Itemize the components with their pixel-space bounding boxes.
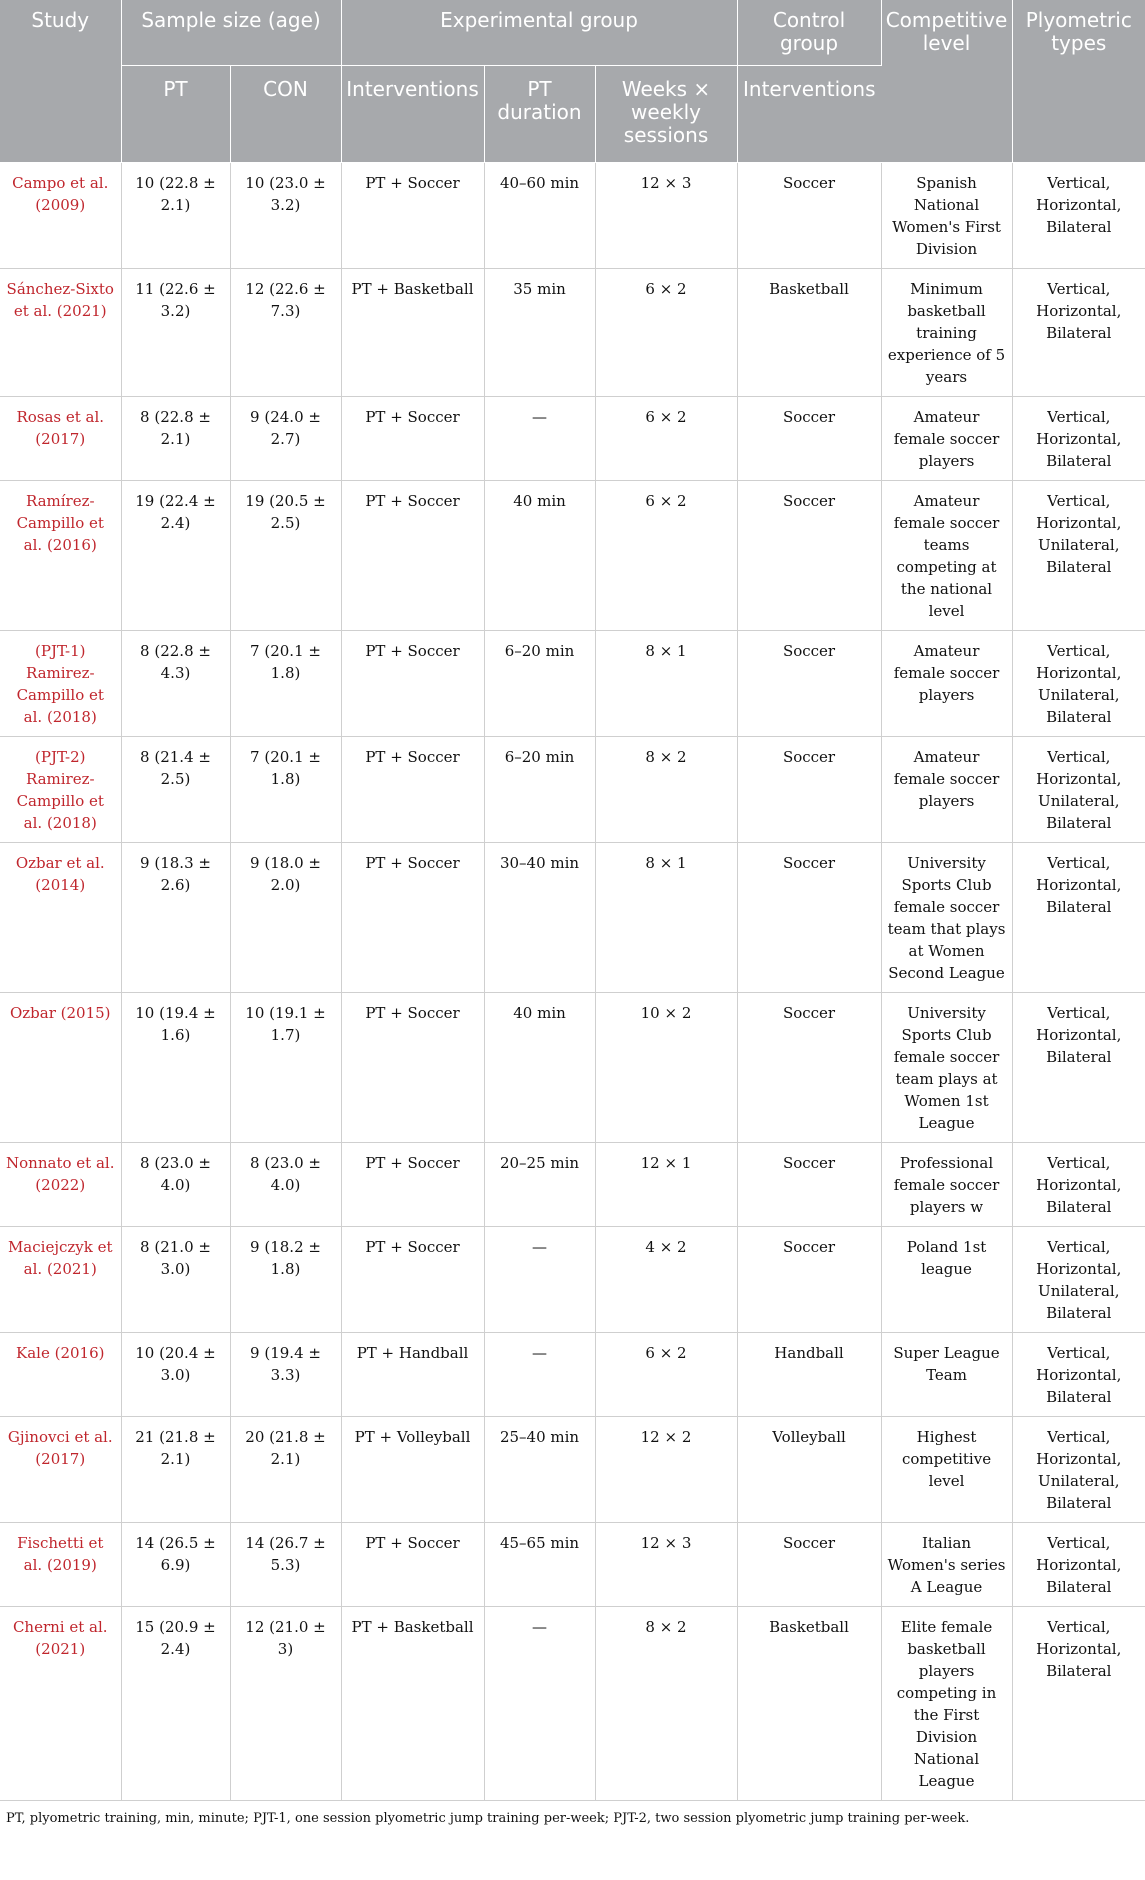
pt-sample-cell: 8 (22.8 ± 2.1) bbox=[121, 397, 230, 481]
plyometric-types-cell: Vertical, Horizontal, Bilateral bbox=[1012, 397, 1145, 481]
weeks-sessions-cell: 6 × 2 bbox=[595, 269, 737, 397]
con-sample-cell: 19 (20.5 ± 2.5) bbox=[230, 481, 341, 631]
control-cell: Soccer bbox=[737, 1143, 881, 1227]
weeks-sessions-cell: 8 × 1 bbox=[595, 843, 737, 993]
header-pt: PT bbox=[121, 66, 230, 163]
pt-sample-cell: 8 (22.8 ± 4.3) bbox=[121, 631, 230, 737]
plyometric-types-cell: Vertical, Horizontal, Bilateral bbox=[1012, 993, 1145, 1143]
competitive-level-cell: Spanish National Women's First Division bbox=[881, 163, 1012, 269]
plyometric-types-cell: Vertical, Horizontal, Bilateral bbox=[1012, 1333, 1145, 1417]
study-cell[interactable]: Gjinovci et al. (2017) bbox=[0, 1417, 121, 1523]
weeks-sessions-cell: 12 × 3 bbox=[595, 1523, 737, 1607]
table-row bbox=[0, 269, 1145, 397]
intervention-cell: PT + Soccer bbox=[341, 163, 484, 269]
duration-cell: — bbox=[484, 1607, 595, 1801]
plyometric-types-cell: Vertical, Horizontal, Unilateral, Bilateral bbox=[1012, 737, 1145, 843]
competitive-level-cell: Amateur female soccer players bbox=[881, 397, 1012, 481]
weeks-sessions-cell: 8 × 1 bbox=[595, 631, 737, 737]
control-cell: Soccer bbox=[737, 1227, 881, 1333]
pt-sample-cell: 9 (18.3 ± 2.6) bbox=[121, 843, 230, 993]
duration-cell: 40–60 min bbox=[484, 163, 595, 269]
duration-cell: 40 min bbox=[484, 481, 595, 631]
intervention-cell: PT + Soccer bbox=[341, 737, 484, 843]
study-cell[interactable]: Sánchez-Sixto et al. (2021) bbox=[0, 269, 121, 397]
weeks-sessions-cell: 8 × 2 bbox=[595, 1607, 737, 1801]
competitive-level-cell: Super League Team bbox=[881, 1333, 1012, 1417]
competitive-level-cell: University Sports Club female soccer team plays at Women 1st League bbox=[881, 993, 1012, 1143]
control-cell: Soccer bbox=[737, 631, 881, 737]
table-row bbox=[0, 481, 1145, 631]
con-sample-cell: 9 (18.0 ± 2.0) bbox=[230, 843, 341, 993]
duration-cell: 30–40 min bbox=[484, 843, 595, 993]
weeks-sessions-cell: 12 × 1 bbox=[595, 1143, 737, 1227]
table-row bbox=[0, 1607, 1145, 1801]
pt-sample-cell: 8 (21.0 ± 3.0) bbox=[121, 1227, 230, 1333]
duration-cell: 35 min bbox=[484, 269, 595, 397]
con-sample-cell: 12 (21.0 ± 3) bbox=[230, 1607, 341, 1801]
study-cell[interactable]: Fischetti et al. (2019) bbox=[0, 1523, 121, 1607]
duration-cell: 6–20 min bbox=[484, 737, 595, 843]
duration-cell: 40 min bbox=[484, 993, 595, 1143]
competitive-level-cell: Elite female basketball players competing in the First Division National League bbox=[881, 1607, 1012, 1801]
intervention-cell: PT + Basketball bbox=[341, 269, 484, 397]
table-row bbox=[0, 843, 1145, 993]
intervention-cell: PT + Soccer bbox=[341, 1227, 484, 1333]
pt-sample-cell: 10 (19.4 ± 1.6) bbox=[121, 993, 230, 1143]
header-plyometric-types: Plyometric types bbox=[1012, 0, 1145, 163]
study-cell[interactable]: Ozbar et al. (2014) bbox=[0, 843, 121, 993]
control-cell: Handball bbox=[737, 1333, 881, 1417]
study-cell[interactable]: Rosas et al. (2017) bbox=[0, 397, 121, 481]
table-body bbox=[0, 163, 1145, 1801]
pt-sample-cell: 8 (21.4 ± 2.5) bbox=[121, 737, 230, 843]
pt-sample-cell: 15 (20.9 ± 2.4) bbox=[121, 1607, 230, 1801]
duration-cell: 45–65 min bbox=[484, 1523, 595, 1607]
weeks-sessions-cell: 10 × 2 bbox=[595, 993, 737, 1143]
competitive-level-cell: Amateur female soccer teams competing at the national level bbox=[881, 481, 1012, 631]
weeks-sessions-cell: 8 × 2 bbox=[595, 737, 737, 843]
weeks-sessions-cell: 6 × 2 bbox=[595, 1333, 737, 1417]
weeks-sessions-cell: 6 × 2 bbox=[595, 397, 737, 481]
header-control-group: Control group bbox=[737, 0, 881, 66]
control-cell: Soccer bbox=[737, 397, 881, 481]
control-cell: Soccer bbox=[737, 1523, 881, 1607]
con-sample-cell: 12 (22.6 ± 7.3) bbox=[230, 269, 341, 397]
plyometric-types-cell: Vertical, Horizontal, Unilateral, Bilateral bbox=[1012, 631, 1145, 737]
competitive-level-cell: Amateur female soccer players bbox=[881, 631, 1012, 737]
header-competitive-level: Competitive level bbox=[881, 0, 1012, 163]
duration-cell: 20–25 min bbox=[484, 1143, 595, 1227]
competitive-level-cell: University Sports Club female soccer team that plays at Women Second League bbox=[881, 843, 1012, 993]
intervention-cell: PT + Soccer bbox=[341, 481, 484, 631]
header-con: CON bbox=[230, 66, 341, 163]
study-cell[interactable]: Maciejczyk et al. (2021) bbox=[0, 1227, 121, 1333]
competitive-level-cell: Highest competitive level bbox=[881, 1417, 1012, 1523]
pt-sample-cell: 8 (23.0 ± 4.0) bbox=[121, 1143, 230, 1227]
plyometric-types-cell: Vertical, Horizontal, Unilateral, Bilateral bbox=[1012, 481, 1145, 631]
weeks-sessions-cell: 4 × 2 bbox=[595, 1227, 737, 1333]
control-cell: Soccer bbox=[737, 737, 881, 843]
table-row bbox=[0, 1417, 1145, 1523]
pt-sample-cell: 10 (20.4 ± 3.0) bbox=[121, 1333, 230, 1417]
con-sample-cell: 14 (26.7 ± 5.3) bbox=[230, 1523, 341, 1607]
control-cell: Basketball bbox=[737, 269, 881, 397]
plyometric-types-cell: Vertical, Horizontal, Unilateral, Bilateral bbox=[1012, 1417, 1145, 1523]
table-row bbox=[0, 631, 1145, 737]
intervention-cell: PT + Soccer bbox=[341, 993, 484, 1143]
plyometric-types-cell: Vertical, Horizontal, Bilateral bbox=[1012, 269, 1145, 397]
study-cell[interactable]: Nonnato et al. (2022) bbox=[0, 1143, 121, 1227]
pt-sample-cell: 14 (26.5 ± 6.9) bbox=[121, 1523, 230, 1607]
duration-cell: 25–40 min bbox=[484, 1417, 595, 1523]
table-row bbox=[0, 397, 1145, 481]
header-experimental-group: Experimental group bbox=[341, 0, 737, 66]
study-cell[interactable]: Kale (2016) bbox=[0, 1333, 121, 1417]
control-cell: Soccer bbox=[737, 843, 881, 993]
competitive-level-cell: Poland 1st league bbox=[881, 1227, 1012, 1333]
con-sample-cell: 10 (19.1 ± 1.7) bbox=[230, 993, 341, 1143]
pt-sample-cell: 19 (22.4 ± 2.4) bbox=[121, 481, 230, 631]
competitive-level-cell: Amateur female soccer players bbox=[881, 737, 1012, 843]
intervention-cell: PT + Handball bbox=[341, 1333, 484, 1417]
plyometric-types-cell: Vertical, Horizontal, Bilateral bbox=[1012, 1523, 1145, 1607]
study-cell[interactable]: Ozbar (2015) bbox=[0, 993, 121, 1143]
plyometric-types-cell: Vertical, Horizontal, Bilateral bbox=[1012, 843, 1145, 993]
study-cell[interactable]: Cherni et al. (2021) bbox=[0, 1607, 121, 1801]
header-weeks-sessions: Weeks × weekly sessions bbox=[595, 66, 737, 163]
table-row bbox=[0, 737, 1145, 843]
pt-sample-cell: 10 (22.8 ± 2.1) bbox=[121, 163, 230, 269]
header-sample-size: Sample size (age) bbox=[121, 0, 341, 66]
duration-cell: 6–20 min bbox=[484, 631, 595, 737]
con-sample-cell: 10 (23.0 ± 3.2) bbox=[230, 163, 341, 269]
con-sample-cell: 9 (24.0 ± 2.7) bbox=[230, 397, 341, 481]
intervention-cell: PT + Volleyball bbox=[341, 1417, 484, 1523]
con-sample-cell: 9 (18.2 ± 1.8) bbox=[230, 1227, 341, 1333]
header-row-1 bbox=[0, 0, 1145, 66]
intervention-cell: PT + Soccer bbox=[341, 1523, 484, 1607]
weeks-sessions-cell: 12 × 3 bbox=[595, 163, 737, 269]
header-pt-duration: PT duration bbox=[484, 66, 595, 163]
header-interventions: Interventions bbox=[341, 66, 484, 163]
competitive-level-cell: Minimum basketball training experience of 5 years bbox=[881, 269, 1012, 397]
table-row bbox=[0, 163, 1145, 269]
intervention-cell: PT + Soccer bbox=[341, 397, 484, 481]
control-cell: Basketball bbox=[737, 1607, 881, 1801]
control-cell: Soccer bbox=[737, 993, 881, 1143]
header-control-interventions: Interventions bbox=[737, 66, 881, 163]
study-cell[interactable]: (PJT-1) Ramirez-Campillo et al. (2018) bbox=[0, 631, 121, 737]
table-row bbox=[0, 1333, 1145, 1417]
con-sample-cell: 8 (23.0 ± 4.0) bbox=[230, 1143, 341, 1227]
con-sample-cell: 7 (20.1 ± 1.8) bbox=[230, 737, 341, 843]
intervention-cell: PT + Soccer bbox=[341, 1143, 484, 1227]
control-cell: Soccer bbox=[737, 163, 881, 269]
duration-cell: — bbox=[484, 1227, 595, 1333]
plyometric-types-cell: Vertical, Horizontal, Bilateral bbox=[1012, 1143, 1145, 1227]
competitive-level-cell: Professional female soccer players w bbox=[881, 1143, 1012, 1227]
table-header bbox=[0, 0, 1145, 163]
pt-sample-cell: 11 (22.6 ± 3.2) bbox=[121, 269, 230, 397]
duration-cell: — bbox=[484, 1333, 595, 1417]
plyometric-types-cell: Vertical, Horizontal, Bilateral bbox=[1012, 163, 1145, 269]
table-footnote: PT, plyometric training, min, minute; PJT-1, one session plyometric jump training per-week; PJT-2, two session plyometric jump training per-week. bbox=[6, 1811, 970, 1826]
plyometric-types-cell: Vertical, Horizontal, Bilateral bbox=[1012, 1607, 1145, 1801]
study-cell[interactable]: Ramírez-Campillo et al. (2016) bbox=[0, 481, 121, 631]
pt-sample-cell: 21 (21.8 ± 2.1) bbox=[121, 1417, 230, 1523]
table-row bbox=[0, 993, 1145, 1143]
study-cell[interactable]: Campo et al. (2009) bbox=[0, 163, 121, 269]
plyometric-types-cell: Vertical, Horizontal, Unilateral, Bilateral bbox=[1012, 1227, 1145, 1333]
con-sample-cell: 20 (21.8 ± 2.1) bbox=[230, 1417, 341, 1523]
table-row bbox=[0, 1523, 1145, 1607]
intervention-cell: PT + Basketball bbox=[341, 1607, 484, 1801]
weeks-sessions-cell: 12 × 2 bbox=[595, 1417, 737, 1523]
table-row bbox=[0, 1227, 1145, 1333]
header-study: Study bbox=[0, 0, 121, 163]
duration-cell: — bbox=[484, 397, 595, 481]
intervention-cell: PT + Soccer bbox=[341, 631, 484, 737]
intervention-cell: PT + Soccer bbox=[341, 843, 484, 993]
table-row bbox=[0, 1143, 1145, 1227]
con-sample-cell: 9 (19.4 ± 3.3) bbox=[230, 1333, 341, 1417]
competitive-level-cell: Italian Women's series A League bbox=[881, 1523, 1012, 1607]
control-cell: Soccer bbox=[737, 481, 881, 631]
weeks-sessions-cell: 6 × 2 bbox=[595, 481, 737, 631]
study-cell[interactable]: (PJT-2) Ramirez-Campillo et al. (2018) bbox=[0, 737, 121, 843]
con-sample-cell: 7 (20.1 ± 1.8) bbox=[230, 631, 341, 737]
control-cell: Volleyball bbox=[737, 1417, 881, 1523]
